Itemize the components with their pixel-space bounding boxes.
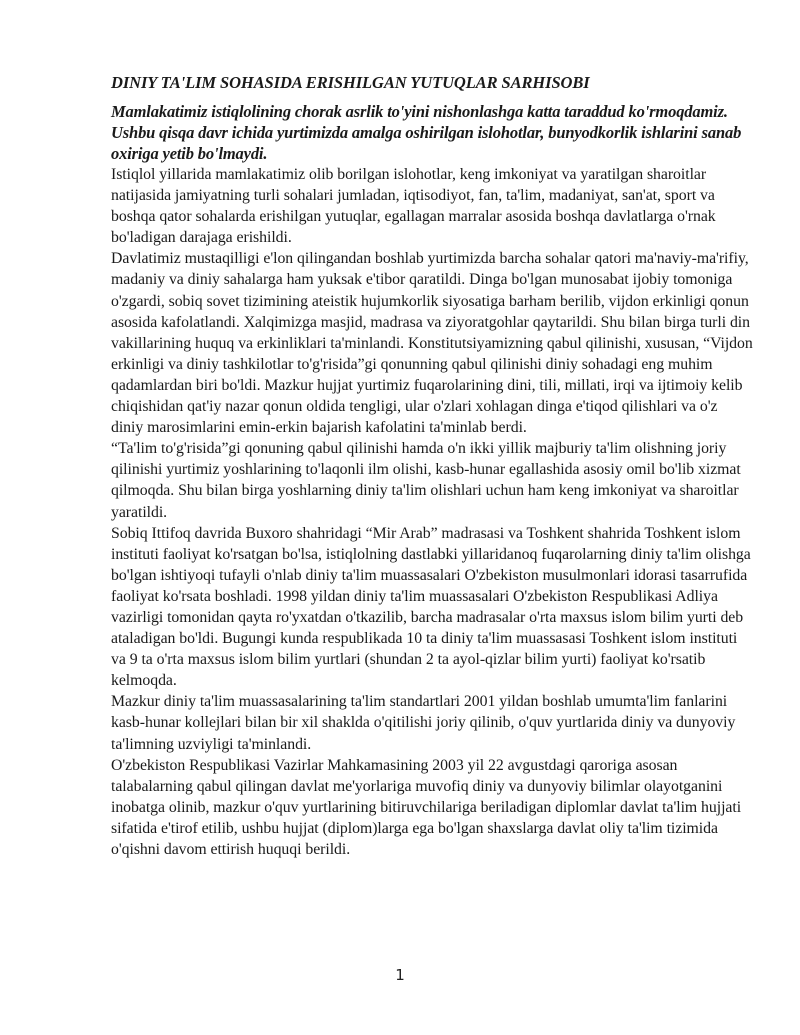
body-paragraph-5: Mazkur diniy ta'lim muassasalarining ta'lim standartlari 2001 yildan boshlab umumta'lim fanlarini kasb-hunar kollejlari bilan bir xil shaklda o'qitilishi joriy qilinib, o'quv yurtlarida diniy va dunyoviy ta'limning uzviyligi ta'minlandi. — [111, 693, 736, 753]
body-paragraph-6: O'zbekiston Respublikasi Vazirlar Mahkamasining 2003 yil 22 avgustdagi qaroriga asosan talabalarning qabul qilingan davlat me'yorlariga muvofiq diniy va dunyoviy bilimlar olayotganini inobatga olinib, mazkur o'quv yurtlarining bitiruvchilariga beriladigan diplomlar davlat ta'lim hujjati sifatida e'tirof etilib, ushbu hujjat (diplom)larga ega bo'lgan shaxslarga davlat oliy ta'lim tizimida o'qishni davom ettirish huquqi berildi. — [111, 756, 742, 858]
body-paragraph-3: “Ta'lim to'g'risida”gi qonuning qabul qilinishi hamda o'n ikki yillik majburiy ta'lim olishning joriy qilinishi yurtimiz yoshlarining to'laqonli ilm olishi, kasb-hunar egallashida asosiy omil bo'lib xizmat qilmoqda. Shu bilan birga yoshlarning diniy ta'lim olishlari uchun ham keng imkoniyat va sharoitlar yaratildi. — [111, 440, 741, 521]
intro-paragraph: Mamlakatimiz istiqlolining chorak asrlik to'yini nishonlashga katta taraddud ko'rmoqdamiz. Ushbu qisqa davr ichida yurtimizda amalga oshirilgan islohotlar, bunyodkorlik ishlarini sanab oxiriga yetib bo'lmaydi. — [111, 102, 742, 163]
document-page — [111, 72, 753, 860]
body-paragraph-1: Istiqlol yillarida mamlakatimiz olib borilgan islohotlar, keng imkoniyat va yaratilgan sharoitlar natijasida jamiyatning turli sohalari jumladan, iqtisodiyot, fan, ta'lim, madaniyat, san'at, sport va boshqa qator sohalarda erishilgan yutuqlar, egallagan marralar asosida boshqa davlatlarga o'rnak bo'ladigan darajaga erishildi. — [111, 166, 716, 247]
document-title: DINIY TA'LIM SOHASIDA ERISHILGAN YUTUQLAR SARHISOBI — [111, 73, 590, 92]
page-number: 1 — [395, 966, 405, 984]
body-paragraph-2: Davlatimiz mustaqilligi e'lon qilingandan boshlab yurtimizda barcha sohalar qatori ma'naviy-ma'rifiy, madaniy va diniy sahalarga ham yuksak e'tibor qaratildi. Dinga bo'lgan munosabat ijobiy tomoniga o'zgardi, sobiq sovet tizimining ateistik hujumkorlik siyosatiga barham berilib, vijdon erkinligi qonun asosida kafolatlandi. Xalqimizga masjid, madrasa va ziyoratgohlar qaytarildi. Shu bilan birga turli din vakillarining huquq va erkinliklari ta'minlandi. Konstitutsiyamizning qabul qilinishi, xususan, “Vijdon erkinligi va diniy tashkilotlar to'g'risida”gi qonunning qabul qilinishi diniy sohadagi eng muhim qadamlardan biri bo'ldi. Mazkur hujjat yurtimiz fuqarolarining dini, tili, millati, irqi va ijtimoiy kelib chiqishidan qat'iy nazar qonun oldida tengligi, ular o'zlari xohlagan dinga e'tiqod qilishlari va o'z diniy marosimlarini emin-erkin bajarish kafolatini ta'minlab berdi. — [111, 250, 753, 437]
body-paragraph-4: Sobiq Ittifoq davrida Buxoro shahridagi “Mir Arab” madrasasi va Toshkent shahrida Toshkent islom instituti faoliyat ko'rsatgan bo'lsa, istiqlolning dastlabki yillaridanoq fuqarolarning diniy ta'lim olishga bo'lgan ishtiyoqi tufayli o'nlab diniy ta'lim muassasalari O'zbekiston musulmonlari idorasi tasarrufida faoliyat ko'rsata boshladi. 1998 yildan diniy ta'lim muassasalari O'zbekiston Respublikasi Adliya vazirligi tomonidan qayta ro'yxatdan o'tkazilib, barcha madrasalar o'rta maxsus islom bilim yurti deb ataladigan bo'ldi. Bugungi kunda respublikada 10 ta diniy ta'lim muassasasi Toshkent islom instituti va 9 ta o'rta maxsus islom bilim yurtlari (shundan 2 ta ayol-qizlar bilim yurti) faoliyat ko'rsatib kelmoqda. — [111, 524, 751, 690]
